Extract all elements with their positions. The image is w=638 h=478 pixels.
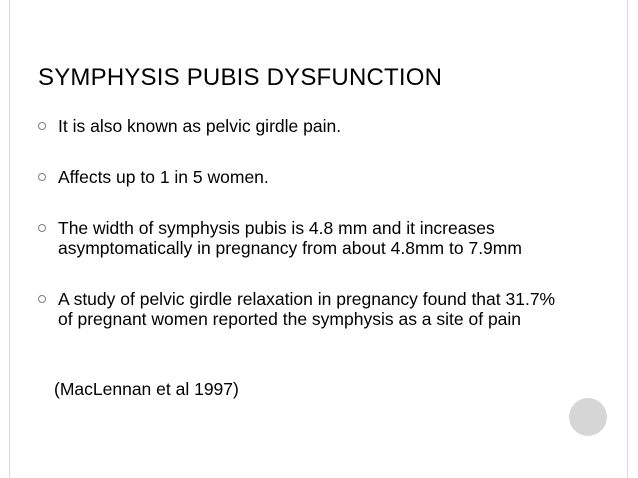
bullet-circle-icon <box>38 295 46 303</box>
bullet-item <box>38 167 558 187</box>
bullet-item <box>38 218 558 258</box>
bullet-item <box>38 116 558 136</box>
right-border-rule <box>627 0 628 478</box>
left-border-rule <box>9 0 10 478</box>
bullet-circle-icon <box>38 224 46 232</box>
bullet-text: The width of symphysis pubis is 4.8 mm and it increases asymptomatically in pregnancy from about 4.8mm to 7.9mm <box>58 218 522 258</box>
bullet-circle-icon <box>38 122 46 130</box>
slide-title: SYMPHYSIS PUBIS DYSFUNCTION <box>38 64 443 91</box>
bullet-item <box>38 289 558 329</box>
bullet-text: A study of pelvic girdle relaxation in pregnancy found that 31.7% of pregnant women reported the symphysis as a site of pain <box>58 289 556 329</box>
bullet-list <box>38 116 558 360</box>
corner-circle-decoration <box>569 398 607 436</box>
citation: (MacLennan et al 1997) <box>54 379 239 399</box>
bullet-circle-icon <box>38 173 46 181</box>
bullet-text: Affects up to 1 in 5 women. <box>58 167 269 187</box>
bullet-text: It is also known as pelvic girdle pain. <box>58 116 342 136</box>
